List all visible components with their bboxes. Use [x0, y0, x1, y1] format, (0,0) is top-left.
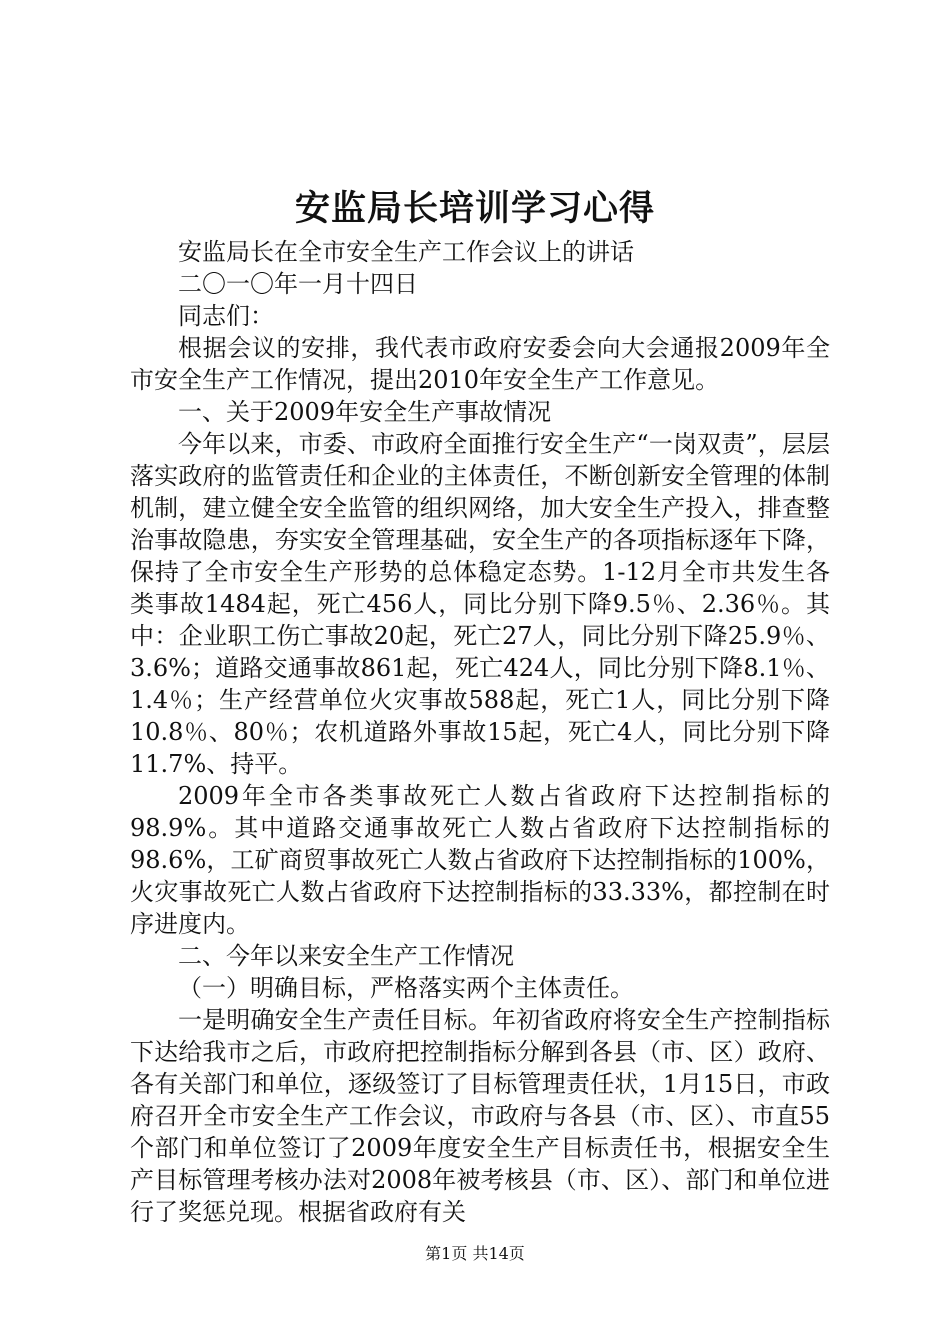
paragraph-control-indicators: 2009年全市各类事故死亡人数占省政府下达控制指标的98.9%。其中道路交通事故死亡人数占省政府下达控制指标的98.6%，工矿商贸事故死亡人数占省政府下达控制指标的100%，火灾事故死亡人数占省政府下达控制指标的33.33%，都控制在时序进度内。	[130, 782, 830, 938]
section-heading-2: 二、今年以来安全生产工作情况	[178, 942, 514, 970]
section-heading-1: 一、关于2009年安全生产事故情况	[178, 398, 552, 426]
paragraph-intro: 根据会议的安排，我代表市政府安委会向大会通报2009年全市安全生产工作情况，提出2010年安全生产工作意见。	[130, 334, 830, 394]
salutation: 同志们：	[178, 302, 274, 330]
page-number: 第1页 共14页	[425, 1244, 525, 1263]
speech-title: 安监局长在全市安全生产工作会议上的讲话	[178, 238, 634, 266]
paragraph-accidents: 今年以来，市委、市政府全面推行安全生产“一岗双责”，层层落实政府的监管责任和企业的主体责任，不断创新安全管理的体制机制，建立健全安全监管的组织网络，加大安全生产投入，排查整治事故隐患，夯实安全管理基础，安全生产的各项指标逐年下降，保持了全市安全生产形势的总体稳定态势。1-12月全市共发生各类事故1484起，死亡456人，同比分别下降9.5％、2.36％。其中：企业职工伤亡事故20起，死亡27人，同比分别下降25.9％、3.6%；道路交通事故861起，死亡424人，同比分别下降8.1％、1.4％；生产经营单位火灾事故588起，死亡1人，同比分别下降10.8％、80％；农机道路外事故15起，死亡4人，同比分别下降11.7%、持平。	[130, 430, 830, 778]
paragraph-responsibility: 一是明确安全生产责任目标。年初省政府将安全生产控制指标下达给我市之后，市政府把控制指标分解到各县（市、区）政府、各有关部门和单位，逐级签订了目标管理责任状，1月15日，市政府召开全市安全生产工作会议，市政府与各县（市、区）、市直55个部门和单位签订了2009年度安全生产目标责任书，根据安全生产目标管理考核办法对2008年被考核县（市、区）、部门和单位进行了奖惩兑现。根据省政府有关	[130, 1006, 830, 1226]
document-body	[130, 236, 830, 1228]
speech-date: 二〇一〇年一月十四日	[178, 270, 418, 298]
document-title: 安监局长培训学习心得	[294, 189, 655, 229]
subsection-heading-1: （一）明确目标，严格落实两个主体责任。	[178, 974, 634, 1002]
